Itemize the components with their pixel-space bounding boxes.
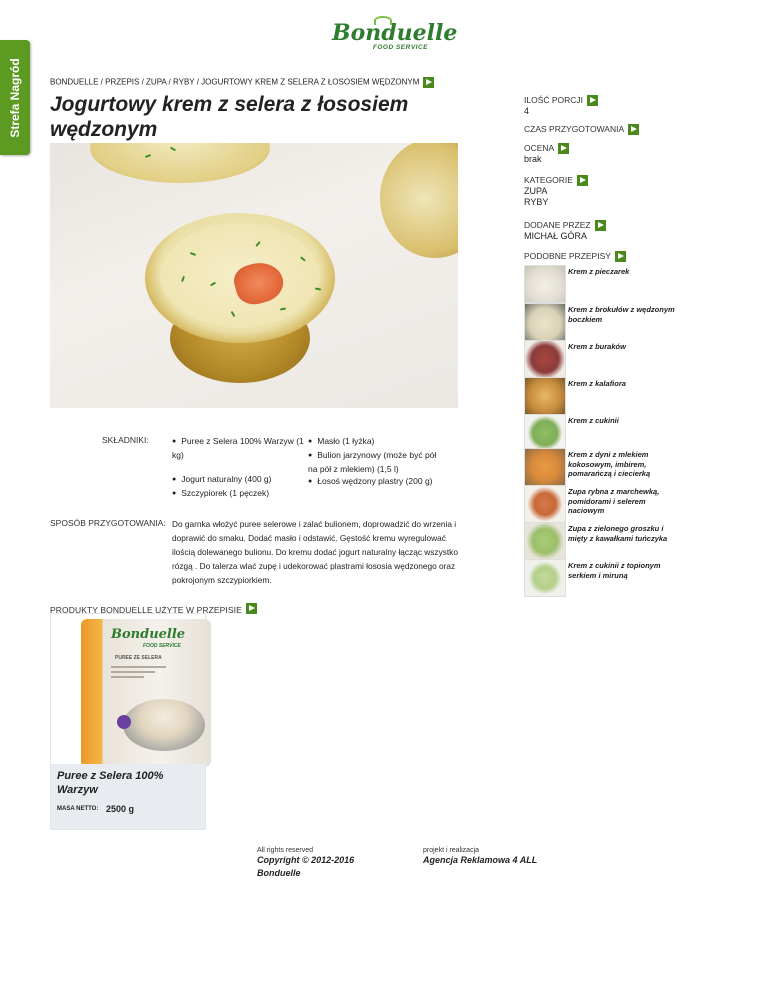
arrow-right-icon[interactable]: [246, 603, 257, 614]
arrow-right-icon[interactable]: [595, 220, 606, 231]
similar-recipe-item[interactable]: [524, 448, 674, 488]
product-image[interactable]: [81, 619, 211, 767]
recipe-title[interactable]: Krem z kalafiora: [568, 379, 626, 388]
product-name[interactable]: Puree z Selera 100% Warzyw: [57, 770, 164, 796]
similar-recipe-item[interactable]: [524, 522, 674, 562]
arrow-right-icon[interactable]: [577, 175, 588, 186]
similar-recipe-item[interactable]: [524, 485, 674, 525]
project-text: projekt i realizacja: [423, 847, 480, 854]
recipe-title[interactable]: Krem z brokułów z wędzonym boczkiem: [568, 305, 675, 324]
logo-leaf-icon: [374, 16, 392, 25]
ingredients-col-1: [172, 435, 307, 501]
categories-label: KATEGORIE: [524, 175, 573, 185]
product-card[interactable]: [50, 613, 206, 830]
bonduelle-logo[interactable]: [332, 20, 458, 58]
category-link[interactable]: RYBY: [524, 197, 549, 208]
footer-copyright: [257, 847, 397, 880]
mass-value: 2500 g: [106, 804, 135, 814]
logo-brand: Bonduelle: [332, 20, 458, 46]
recipe-thumbnail[interactable]: [524, 522, 566, 560]
similar-recipe-item[interactable]: [524, 303, 674, 343]
package-brand: Bonduelle: [111, 627, 186, 642]
arrow-right-icon: [423, 77, 434, 88]
page-title: Jogurtowy krem z selera z łososiem wędzonym: [50, 93, 409, 141]
photo-bowl-back: [90, 143, 270, 183]
rating-label: OCENA: [524, 143, 555, 153]
package-name: PUREE ZE SELERA: [115, 655, 162, 661]
preparation-label: SPOSÓB PRZYGOTOWANIA:: [50, 518, 166, 528]
arrow-right-icon[interactable]: [587, 95, 598, 106]
ingredient-item: ● Szczypiorek (1 pęczek): [172, 487, 307, 501]
recipe-title[interactable]: Krem z cukinii: [568, 416, 619, 425]
recipe-thumbnail[interactable]: [524, 485, 566, 523]
recipe-title[interactable]: Krem z pieczarek: [568, 267, 630, 276]
arrow-right-icon[interactable]: [615, 251, 626, 262]
recipe-thumbnail[interactable]: [524, 377, 566, 415]
recipe-thumbnail[interactable]: [524, 265, 566, 303]
copyright-text: Copyright © 2012-2016 Bonduelle: [257, 855, 355, 878]
footer-agency: [423, 847, 573, 867]
ingredient-item: ● Bulion jarzynowy (może być pół na pół z mlekiem) (1,5 l): [308, 449, 448, 475]
rating-value: brak: [524, 154, 542, 165]
portions-label: ILOŚĆ PORCJI: [524, 95, 584, 105]
recipe-thumbnail[interactable]: [524, 340, 566, 378]
recipe-thumbnail[interactable]: [524, 414, 566, 452]
package-text-lines: [111, 663, 166, 681]
ingredient-item: ● Jogurt naturalny (400 g): [172, 473, 307, 487]
package-badge: [117, 715, 131, 729]
recipe-photo: [50, 143, 458, 408]
ingredient-item: ● Masło (1 łyżka): [308, 435, 448, 449]
recipe-title[interactable]: Krem z buraków: [568, 342, 626, 351]
products-label: PRODUKTY BONDUELLE UŻYTE W PRZEPISIE: [50, 605, 242, 615]
similar-header: [524, 251, 626, 262]
package-sub: FOOD SERVICE: [143, 643, 181, 649]
time-label: CZAS PRZYGOTOWANIA: [524, 124, 625, 134]
time-block: [524, 124, 639, 135]
ingredient-item: ● Puree z Selera 100% Warzyw (1 kg): [172, 435, 307, 461]
photo-bowl-right: [380, 143, 458, 258]
similar-recipe-item[interactable]: [524, 265, 674, 305]
agency-link[interactable]: Agencja Reklamowa 4 ALL: [423, 855, 538, 865]
ingredients-label: SKŁADNIKI:: [102, 435, 149, 445]
similar-recipe-item[interactable]: [524, 377, 674, 417]
arrow-right-icon[interactable]: [628, 124, 639, 135]
recipe-thumbnail[interactable]: [524, 559, 566, 597]
ingredients-col-2: [308, 435, 448, 489]
added-by-block: [524, 220, 606, 242]
recipe-title[interactable]: Krem z cukinii z topionym serkiem i miruną: [568, 561, 661, 580]
similar-recipe-item[interactable]: [524, 559, 674, 599]
logo-sub: FOOD SERVICE: [372, 44, 428, 51]
strefa-nagrod-tab[interactable]: [0, 40, 30, 155]
breadcrumb-text: BONDUELLE / PRZEPIS / ZUPA / RYBY / JOGURTOWY KREM Z SELERA Z ŁOSOSIEM WĘDZONYM: [50, 77, 420, 87]
recipe-thumbnail[interactable]: [524, 448, 566, 486]
portions-value: 4: [524, 106, 530, 117]
rating-block: [524, 143, 569, 165]
rights-text: All rights reserved: [257, 847, 314, 854]
recipe-title[interactable]: Zupa z zielonego groszku i mięty z kawałkami tuńczyka: [568, 524, 668, 543]
breadcrumb[interactable]: [50, 77, 434, 88]
added-by-value[interactable]: MICHAŁ GÓRA: [524, 231, 588, 242]
preparation-text: Do garnka włożyć puree selerowe i zalać bulionem, doprowadzić do wrzenia i doprawić do smaku. Dodać masło i odstawić. Gęstość kremu wyregulować ilością dolewanego bulionu. Do kremu dodać jogurt naturalny łącząc wszystko rózgą . Do talerza wlać zupę i udekorować plastrami łososia wędzonego oraz pokrojonym szczypiorkiem.: [172, 519, 458, 585]
arrow-right-icon[interactable]: [558, 143, 569, 154]
recipe-title[interactable]: Krem z dyni z mlekiem kokosowym, imbirem, pomarańczą i ciecierką: [568, 450, 651, 478]
product-caption: [51, 764, 205, 829]
portions-block: [524, 95, 598, 117]
package-pot: [123, 699, 205, 751]
mass-label: MASA NETTO:: [57, 806, 99, 812]
categories-block: [524, 175, 588, 208]
recipe-title[interactable]: Zupa rybna z marchewką, pomidorami i selerem naciowym: [568, 487, 660, 515]
similar-label: PODOBNE PRZEPISY: [524, 251, 611, 261]
similar-recipe-item[interactable]: [524, 340, 674, 380]
category-link[interactable]: ZUPA: [524, 186, 548, 197]
strefa-nagrod-label: Strefa Nagród: [8, 57, 22, 138]
recipe-thumbnail[interactable]: [524, 303, 566, 341]
ingredient-item: ● Łosoś wędzony plastry (200 g): [308, 475, 448, 489]
added-by-label: DODANE PRZEZ: [524, 220, 591, 230]
